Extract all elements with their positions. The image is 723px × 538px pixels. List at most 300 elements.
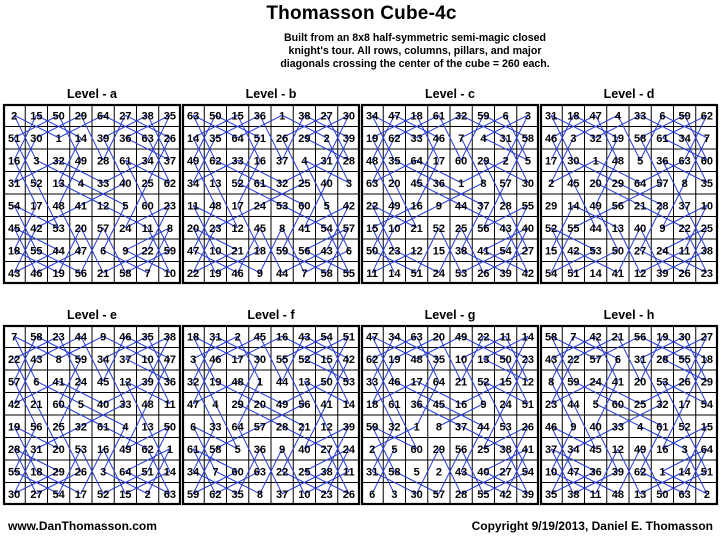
cell-number: 46 bbox=[119, 331, 132, 344]
cell-number: 31 bbox=[499, 132, 512, 145]
cell-number: 36 bbox=[253, 443, 266, 456]
cell-number: 30 bbox=[521, 177, 534, 190]
cell-number: 59 bbox=[163, 245, 176, 258]
cell-number: 48 bbox=[52, 200, 65, 213]
cell-number: 62 bbox=[209, 488, 222, 501]
cell-number: 23 bbox=[700, 267, 713, 280]
cell-number: 24 bbox=[119, 222, 132, 235]
cell-number: 6 bbox=[345, 245, 352, 258]
cell-number: 27 bbox=[700, 331, 713, 344]
cell-number: 41 bbox=[52, 376, 65, 389]
cell-number: 29 bbox=[700, 376, 713, 389]
cell-number: 28 bbox=[499, 200, 512, 213]
cell-number: 50 bbox=[366, 245, 379, 258]
level-label: Level - g bbox=[424, 308, 476, 322]
cell-number: 17 bbox=[432, 155, 445, 168]
cell-number: 47 bbox=[366, 331, 379, 344]
cell-number: 60 bbox=[141, 200, 154, 213]
cell-number: 61 bbox=[656, 421, 669, 434]
cell-number: 5 bbox=[524, 155, 531, 168]
cell-number: 61 bbox=[388, 398, 401, 411]
cell-number: 1 bbox=[413, 421, 420, 434]
cell-number: 37 bbox=[163, 155, 176, 168]
cell-number: 25 bbox=[700, 222, 713, 235]
cell-number: 44 bbox=[567, 398, 580, 411]
cell-number: 38 bbox=[141, 110, 154, 123]
cell-number: 32 bbox=[589, 132, 602, 145]
cell-number: 18 bbox=[187, 331, 200, 344]
cell-number: 38 bbox=[700, 245, 713, 258]
cell-number: 32 bbox=[74, 421, 87, 434]
cell-number: 1 bbox=[279, 110, 286, 123]
cell-number: 35 bbox=[388, 155, 401, 168]
cell-number: 50 bbox=[52, 110, 65, 123]
cell-number: 14 bbox=[567, 200, 580, 213]
cell-number: 27 bbox=[320, 443, 333, 456]
cell-number: 40 bbox=[119, 177, 132, 190]
cell-number: 2 bbox=[435, 466, 442, 479]
cell-number: 44 bbox=[455, 200, 468, 213]
cell-number: 58 bbox=[30, 331, 43, 344]
cell-number: 46 bbox=[209, 353, 222, 366]
cell-number: 3 bbox=[190, 353, 197, 366]
cell-number: 21 bbox=[231, 245, 244, 258]
cell-number: 48 bbox=[611, 155, 624, 168]
cell-number: 41 bbox=[320, 398, 333, 411]
cell-number: 6 bbox=[659, 110, 666, 123]
cell-number: 29 bbox=[432, 443, 445, 456]
cell-number: 26 bbox=[74, 466, 87, 479]
cell-number: 49 bbox=[119, 443, 132, 456]
cell-number: 39 bbox=[611, 466, 624, 479]
cell-number: 17 bbox=[74, 488, 87, 501]
cell-number: 38 bbox=[298, 110, 311, 123]
cell-number: 46 bbox=[545, 132, 558, 145]
cell-number: 5 bbox=[323, 200, 330, 213]
cell-number: 27 bbox=[499, 466, 512, 479]
cell-number: 34 bbox=[388, 331, 401, 344]
cell-number: 9 bbox=[279, 443, 286, 456]
cell-number: 28 bbox=[8, 443, 21, 456]
cell-number: 1 bbox=[55, 132, 62, 145]
cell-number: 2 bbox=[234, 331, 241, 344]
cell-number: 62 bbox=[700, 110, 713, 123]
cell-number: 21 bbox=[298, 421, 311, 434]
cell-number: 18 bbox=[253, 245, 266, 258]
cell-number: 16 bbox=[410, 200, 423, 213]
cell-number: 62 bbox=[634, 466, 647, 479]
description-line: diagonals crossing the center of the cube = 260 each. bbox=[280, 58, 550, 70]
cell-number: 42 bbox=[521, 267, 534, 280]
cell-number: 14 bbox=[388, 267, 401, 280]
cell-number: 32 bbox=[187, 376, 200, 389]
level-label: Level - d bbox=[603, 87, 655, 101]
cell-number: 13 bbox=[477, 353, 490, 366]
cell-number: 60 bbox=[298, 200, 311, 213]
level-grid bbox=[361, 325, 539, 505]
cell-number: 33 bbox=[611, 421, 624, 434]
cell-number: 12 bbox=[231, 222, 244, 235]
cell-number: 17 bbox=[410, 376, 423, 389]
cell-number: 14 bbox=[187, 132, 200, 145]
cell-number: 43 bbox=[455, 466, 468, 479]
cell-number: 17 bbox=[30, 200, 43, 213]
cell-number: 56 bbox=[455, 443, 468, 456]
cell-number: 40 bbox=[97, 398, 110, 411]
cell-number: 51 bbox=[253, 132, 266, 145]
cell-number: 43 bbox=[30, 353, 43, 366]
cell-number: 14 bbox=[521, 331, 534, 344]
cell-number: 59 bbox=[187, 488, 200, 501]
cell-number: 24 bbox=[499, 398, 512, 411]
cell-number: 52 bbox=[97, 488, 110, 501]
cell-number: 54 bbox=[8, 200, 21, 213]
cell-number: 58 bbox=[545, 331, 558, 344]
cell-number: 21 bbox=[634, 200, 647, 213]
cell-number: 4 bbox=[122, 421, 129, 434]
cell-number: 64 bbox=[97, 110, 110, 123]
cell-number: 57 bbox=[656, 177, 669, 190]
cell-number: 44 bbox=[477, 421, 490, 434]
cell-number: 31 bbox=[30, 443, 43, 456]
cell-number: 50 bbox=[656, 488, 669, 501]
cell-number: 56 bbox=[74, 267, 87, 280]
cell-number: 47 bbox=[187, 245, 200, 258]
cell-number: 20 bbox=[253, 398, 266, 411]
cell-number: 20 bbox=[634, 376, 647, 389]
cell-number: 29 bbox=[611, 177, 624, 190]
cell-number: 57 bbox=[342, 222, 355, 235]
cell-number: 61 bbox=[119, 155, 132, 168]
cell-number: 62 bbox=[366, 353, 379, 366]
cell-number: 23 bbox=[521, 353, 534, 366]
cell-number: 39 bbox=[342, 132, 355, 145]
cell-number: 6 bbox=[100, 245, 107, 258]
cell-number: 8 bbox=[256, 488, 263, 501]
cell-number: 42 bbox=[499, 488, 512, 501]
level-grid bbox=[361, 104, 539, 284]
cell-number: 6 bbox=[369, 488, 376, 501]
cell-number: 5 bbox=[592, 398, 599, 411]
cell-number: 32 bbox=[52, 155, 65, 168]
cell-number: 58 bbox=[388, 466, 401, 479]
cell-number: 3 bbox=[33, 155, 40, 168]
cell-number: 21 bbox=[30, 398, 43, 411]
cell-number: 11 bbox=[187, 200, 199, 213]
cell-number: 63 bbox=[163, 488, 176, 501]
cell-number: 15 bbox=[320, 353, 333, 366]
cell-number: 44 bbox=[276, 267, 289, 280]
cell-number: 31 bbox=[8, 177, 21, 190]
cell-number: 27 bbox=[634, 245, 647, 258]
cell-number: 36 bbox=[589, 466, 602, 479]
cell-number: 21 bbox=[410, 222, 423, 235]
cell-number: 22 bbox=[141, 245, 154, 258]
cell-number: 4 bbox=[212, 398, 219, 411]
cell-number: 5 bbox=[122, 200, 129, 213]
cell-number: 9 bbox=[256, 267, 263, 280]
cell-number: 61 bbox=[253, 177, 266, 190]
cell-number: 44 bbox=[276, 376, 289, 389]
cell-number: 24 bbox=[342, 443, 355, 456]
cell-number: 61 bbox=[187, 443, 200, 456]
cell-number: 26 bbox=[678, 267, 691, 280]
cell-number: 60 bbox=[700, 155, 713, 168]
cell-number: 13 bbox=[52, 177, 65, 190]
cell-number: 41 bbox=[611, 376, 624, 389]
cell-number: 7 bbox=[212, 466, 219, 479]
cell-number: 21 bbox=[455, 376, 468, 389]
cell-number: 22 bbox=[366, 200, 379, 213]
cell-number: 6 bbox=[502, 110, 509, 123]
cell-number: 24 bbox=[74, 376, 87, 389]
cell-number: 23 bbox=[545, 398, 558, 411]
cell-number: 55 bbox=[567, 222, 580, 235]
cell-number: 59 bbox=[74, 353, 87, 366]
cell-number: 31 bbox=[366, 466, 379, 479]
cell-number: 42 bbox=[342, 200, 355, 213]
cell-number: 20 bbox=[388, 177, 401, 190]
cell-number: 9 bbox=[122, 245, 129, 258]
cell-number: 46 bbox=[231, 267, 244, 280]
cell-number: 34 bbox=[97, 353, 110, 366]
cell-number: 55 bbox=[8, 466, 21, 479]
cell-number: 45 bbox=[432, 398, 445, 411]
cell-number: 14 bbox=[74, 132, 87, 145]
cell-number: 47 bbox=[589, 110, 602, 123]
cell-number: 28 bbox=[342, 155, 355, 168]
cell-number: 14 bbox=[589, 267, 602, 280]
cell-number: 36 bbox=[253, 110, 266, 123]
cell-number: 35 bbox=[700, 177, 713, 190]
cell-number: 8 bbox=[166, 222, 173, 235]
cell-number: 24 bbox=[253, 200, 266, 213]
cell-number: 18 bbox=[30, 466, 43, 479]
description-line: Built from an 8x8 half-symmetric semi-magic closed bbox=[284, 32, 546, 44]
cell-number: 29 bbox=[74, 110, 87, 123]
cell-number: 55 bbox=[30, 245, 43, 258]
cell-number: 2 bbox=[11, 110, 18, 123]
cell-number: 39 bbox=[97, 132, 110, 145]
cell-number: 10 bbox=[455, 353, 468, 366]
cell-number: 8 bbox=[279, 222, 286, 235]
cell-number: 12 bbox=[97, 200, 110, 213]
cell-number: 13 bbox=[298, 376, 311, 389]
cell-number: 21 bbox=[611, 331, 624, 344]
cell-number: 18 bbox=[366, 398, 379, 411]
cell-number: 35 bbox=[231, 488, 244, 501]
cell-number: 11 bbox=[141, 222, 154, 235]
cell-number: 3 bbox=[100, 466, 107, 479]
cell-number: 25 bbox=[298, 466, 311, 479]
cell-number: 53 bbox=[276, 200, 289, 213]
cell-number: 19 bbox=[8, 421, 21, 434]
cell-number: 16 bbox=[97, 443, 110, 456]
cell-number: 33 bbox=[410, 132, 423, 145]
cell-number: 20 bbox=[74, 222, 87, 235]
cell-number: 59 bbox=[477, 110, 490, 123]
cell-number: 64 bbox=[231, 421, 244, 434]
cell-number: 63 bbox=[253, 466, 266, 479]
cell-number: 55 bbox=[276, 353, 289, 366]
cell-number: 11 bbox=[589, 488, 602, 501]
cell-number: 58 bbox=[521, 132, 534, 145]
cell-number: 36 bbox=[410, 398, 423, 411]
cell-number: 21 bbox=[97, 267, 110, 280]
cell-number: 4 bbox=[637, 421, 644, 434]
cell-number: 10 bbox=[163, 267, 176, 280]
cell-number: 4 bbox=[480, 132, 487, 145]
cell-number: 38 bbox=[163, 331, 176, 344]
cell-number: 56 bbox=[634, 331, 647, 344]
cell-number: 3 bbox=[391, 488, 398, 501]
cell-number: 61 bbox=[656, 132, 669, 145]
cell-number: 48 bbox=[209, 200, 222, 213]
cell-number: 41 bbox=[74, 200, 87, 213]
cell-number: 27 bbox=[320, 110, 333, 123]
cell-number: 16 bbox=[8, 155, 21, 168]
cell-number: 57 bbox=[253, 421, 266, 434]
cell-number: 58 bbox=[209, 443, 222, 456]
level-label: Level - e bbox=[66, 308, 118, 322]
page-title: Thomasson Cube-4c bbox=[266, 3, 457, 24]
cell-number: 34 bbox=[366, 110, 379, 123]
cell-number: 35 bbox=[432, 353, 445, 366]
cell-number: 53 bbox=[656, 376, 669, 389]
cell-number: 45 bbox=[8, 222, 21, 235]
cell-number: 11 bbox=[499, 331, 512, 344]
cell-number: 43 bbox=[320, 245, 333, 258]
cell-number: 57 bbox=[432, 488, 445, 501]
cell-number: 63 bbox=[678, 488, 691, 501]
cell-number: 41 bbox=[611, 267, 624, 280]
cell-number: 2 bbox=[502, 155, 509, 168]
cell-number: 49 bbox=[455, 331, 468, 344]
cell-number: 30 bbox=[8, 488, 21, 501]
cell-number: 31 bbox=[209, 331, 222, 344]
cell-number: 7 bbox=[144, 267, 151, 280]
cell-number: 26 bbox=[678, 376, 691, 389]
cell-number: 7 bbox=[11, 331, 18, 344]
cell-number: 25 bbox=[141, 177, 154, 190]
website-link[interactable]: www.DanThomasson.com bbox=[8, 519, 157, 533]
cell-number: 47 bbox=[187, 398, 200, 411]
cell-number: 31 bbox=[545, 110, 558, 123]
cell-number: 49 bbox=[187, 155, 200, 168]
level-grid bbox=[3, 325, 181, 505]
description-line: knight's tour. All rows, columns, pillars, and major bbox=[288, 45, 542, 57]
cell-number: 64 bbox=[231, 132, 244, 145]
level-label: Level - b bbox=[245, 87, 297, 101]
cell-number: 24 bbox=[432, 267, 445, 280]
cell-number: 19 bbox=[52, 267, 65, 280]
cell-number: 32 bbox=[656, 398, 669, 411]
cell-number: 34 bbox=[678, 132, 691, 145]
level-label: Level - h bbox=[603, 308, 655, 322]
cell-number: 56 bbox=[611, 200, 624, 213]
cell-number: 64 bbox=[432, 376, 445, 389]
cell-number: 39 bbox=[141, 376, 154, 389]
cell-number: 33 bbox=[119, 398, 132, 411]
cell-number: 23 bbox=[320, 488, 333, 501]
cell-number: 41 bbox=[298, 222, 311, 235]
cell-number: 17 bbox=[231, 353, 244, 366]
cell-number: 1 bbox=[592, 155, 599, 168]
cell-number: 35 bbox=[209, 132, 222, 145]
cell-number: 7 bbox=[570, 331, 577, 344]
cell-number: 22 bbox=[678, 222, 691, 235]
cell-number: 60 bbox=[611, 398, 624, 411]
cell-number: 47 bbox=[388, 110, 401, 123]
cell-number: 33 bbox=[97, 177, 110, 190]
cell-number: 6 bbox=[614, 353, 621, 366]
cell-number: 64 bbox=[700, 443, 713, 456]
cell-number: 45 bbox=[253, 331, 266, 344]
cell-number: 54 bbox=[52, 488, 65, 501]
cell-number: 41 bbox=[477, 245, 490, 258]
cell-number: 55 bbox=[342, 267, 355, 280]
cell-number: 11 bbox=[678, 245, 691, 258]
level-grid bbox=[182, 325, 360, 505]
level-grid bbox=[540, 104, 718, 284]
cell-number: 35 bbox=[163, 110, 176, 123]
cell-number: 25 bbox=[298, 177, 311, 190]
cell-number: 34 bbox=[567, 443, 580, 456]
cell-number: 34 bbox=[141, 155, 154, 168]
cell-number: 43 bbox=[545, 353, 558, 366]
cell-number: 62 bbox=[388, 132, 401, 145]
cell-number: 40 bbox=[521, 222, 534, 235]
cell-number: 29 bbox=[52, 466, 65, 479]
cell-number: 46 bbox=[30, 267, 43, 280]
cell-number: 15 bbox=[119, 488, 132, 501]
cell-number: 57 bbox=[8, 376, 21, 389]
cell-number: 51 bbox=[567, 267, 580, 280]
cell-number: 4 bbox=[301, 155, 308, 168]
cell-number: 50 bbox=[611, 245, 624, 258]
cell-number: 45 bbox=[567, 177, 580, 190]
cell-number: 27 bbox=[119, 110, 132, 123]
cell-number: 6 bbox=[190, 421, 197, 434]
cell-number: 8 bbox=[435, 421, 442, 434]
cell-number: 53 bbox=[589, 245, 602, 258]
cell-number: 10 bbox=[141, 353, 154, 366]
cell-number: 63 bbox=[187, 110, 200, 123]
cell-number: 53 bbox=[52, 222, 65, 235]
cell-number: 42 bbox=[589, 331, 602, 344]
cell-number: 12 bbox=[634, 267, 647, 280]
cell-number: 51 bbox=[8, 132, 21, 145]
cell-number: 9 bbox=[480, 398, 487, 411]
cell-number: 19 bbox=[209, 376, 222, 389]
cell-number: 32 bbox=[276, 177, 289, 190]
cell-number: 10 bbox=[545, 466, 558, 479]
cell-number: 24 bbox=[656, 245, 669, 258]
cell-number: 3 bbox=[570, 132, 577, 145]
cell-number: 18 bbox=[8, 245, 21, 258]
cell-number: 62 bbox=[209, 155, 222, 168]
cell-number: 9 bbox=[659, 222, 666, 235]
cell-number: 48 bbox=[231, 376, 244, 389]
cell-number: 34 bbox=[187, 466, 200, 479]
cell-number: 30 bbox=[253, 353, 266, 366]
cell-number: 18 bbox=[567, 110, 580, 123]
cell-number: 38 bbox=[455, 245, 468, 258]
cell-number: 30 bbox=[678, 331, 691, 344]
cell-number: 53 bbox=[342, 376, 355, 389]
cell-number: 9 bbox=[100, 331, 107, 344]
cell-number: 23 bbox=[388, 245, 401, 258]
